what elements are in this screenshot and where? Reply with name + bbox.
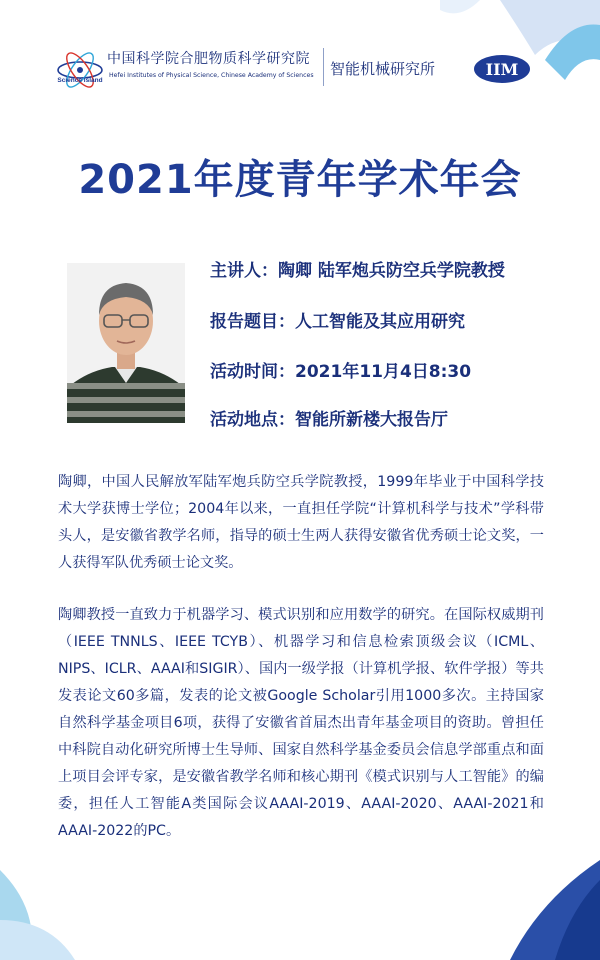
place-label: 活动地点： <box>210 410 295 430</box>
page-title: 2021年度青年学术年会 <box>78 157 522 203</box>
place-value: 智能所新楼大报告厅 <box>295 410 448 430</box>
time-label: 活动时间： <box>210 362 295 382</box>
logo-text: Science Island <box>57 77 103 84</box>
topic-label: 报告题目： <box>210 312 295 332</box>
department-name: 智能机械研究所 <box>330 60 436 78</box>
iim-logo-text: IIM <box>485 60 519 79</box>
institute-name-cn: 中国科学院合肥物质科学研究院 <box>107 51 310 67</box>
bio-paragraph-1: 陶卿，中国人民解放军陆军炮兵防空兵学院教授，1999年毕业于中国科学技术大学获博士学位；2004年以来，一直担任学院“计算机科学与技术”学科带头人，是安徽省教学名师，指导的硕士生两人获得安徽省优秀硕士论文奖，一人获得军队优秀硕士论文奖。 <box>58 474 544 571</box>
bio-paragraph-2: 陶卿教授一直致力于机器学习、模式识别和应用数学的研究。在国际权威期刊（IEEE TNNLS、IEEE TCYB）、机器学习和信息检索顶级会议（ICML、NIPS、ICLR、AAAI和SIGIR）、国内一级学报（计算机学报、软件学报）等共发表论文60多篇，发表的论文被Google Scholar引用1000多次。主持国家自然科学基金项目6项，获得了安徽省首届杰出青年基金项目的资助。曾担任中科院自动化研究所博士生导师、国家自然科学基金委员会信息学部重点和面上项目会评专家，是安徽省教学名师和核心期刊《模式识别与人工智能》的编委，担任人工智能A类国际会议AAAI-2019、AAAI-2020、AAAI-2021和AAAI-2022的PC。 <box>58 607 544 839</box>
speaker-value: 陶卿 陆军炮兵防空兵学院教授 <box>278 261 505 281</box>
iim-logo <box>473 54 531 84</box>
time-value: 2021年11月4日8:30 <box>295 362 472 382</box>
speaker-photo <box>67 263 185 423</box>
topic-value: 人工智能及其应用研究 <box>295 312 465 332</box>
info-topic <box>210 307 590 332</box>
bottom-left-decoration <box>0 850 160 960</box>
speaker-portrait-icon <box>67 263 185 423</box>
header-divider <box>323 48 324 86</box>
science-island-logo-icon <box>55 44 105 94</box>
info-time <box>210 357 590 382</box>
speaker-label: 主讲人： <box>210 261 278 281</box>
header-bar <box>55 40 545 100</box>
info-place <box>210 405 590 430</box>
institute-name-en: Hefei Institutes of Physical Science, Chinese Academy of Sciences <box>109 72 314 79</box>
bottom-right-decoration <box>470 860 600 960</box>
info-speaker <box>210 256 590 281</box>
